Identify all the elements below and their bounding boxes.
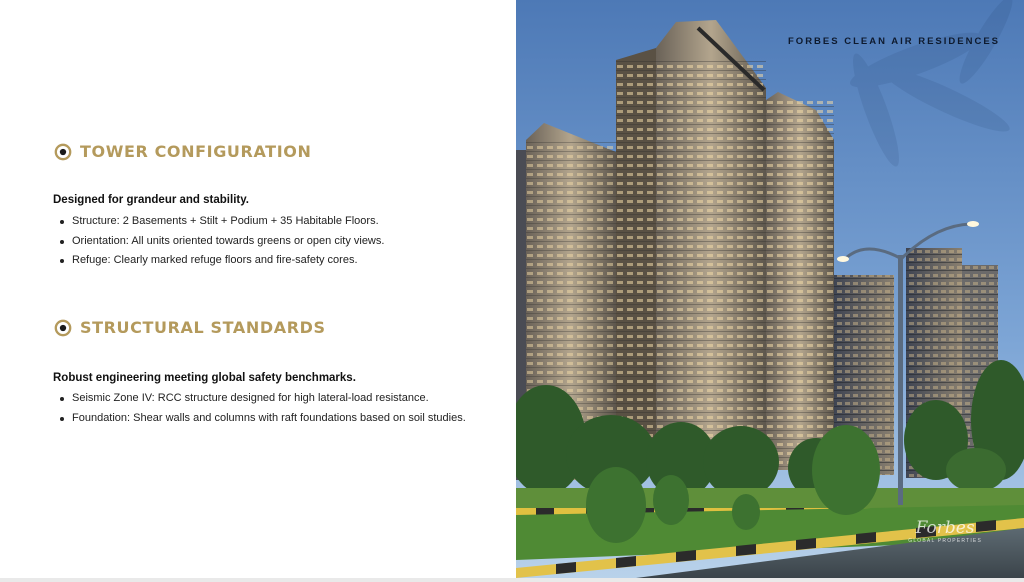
list-item: Structure: 2 Basements + Stilt + Podium + 35 Habitable Floors.: [58, 212, 384, 232]
list-item: Orientation: All units oriented towards greens or open city views.: [58, 232, 384, 252]
section-lead: Designed for grandeur and stability.: [53, 194, 249, 206]
brand-tagline: FORBES CLEAN AIR RESIDENCES: [788, 36, 1000, 47]
section-title: STRUCTURAL STANDARDS: [80, 318, 326, 337]
ring-bullet-icon: [54, 319, 72, 337]
watermark-name: Forbes: [915, 518, 975, 538]
section-title: TOWER CONFIGURATION: [80, 142, 312, 161]
list-item: Seismic Zone IV: RCC structure designed for high lateral-load resistance.: [58, 389, 466, 409]
ring-bullet-icon: [54, 143, 72, 161]
list-item: Refuge: Clearly marked refuge floors and fire-safety cores.: [58, 251, 384, 271]
bullet-list: [58, 389, 466, 428]
section-header-tower-configuration: [54, 142, 311, 161]
building-rendering: [516, 0, 1024, 578]
hero-image: [516, 0, 1024, 578]
forbes-watermark-logo: [908, 518, 982, 544]
bullet-list: [58, 212, 384, 271]
bottom-divider: [0, 578, 1024, 582]
section-lead: Robust engineering meeting global safety benchmarks.: [53, 372, 356, 384]
watermark-sub: GLOBAL PROPERTIES: [908, 538, 982, 544]
section-header-structural-standards: [54, 318, 326, 337]
list-item: Foundation: Shear walls and columns with raft foundations based on soil studies.: [58, 409, 466, 429]
